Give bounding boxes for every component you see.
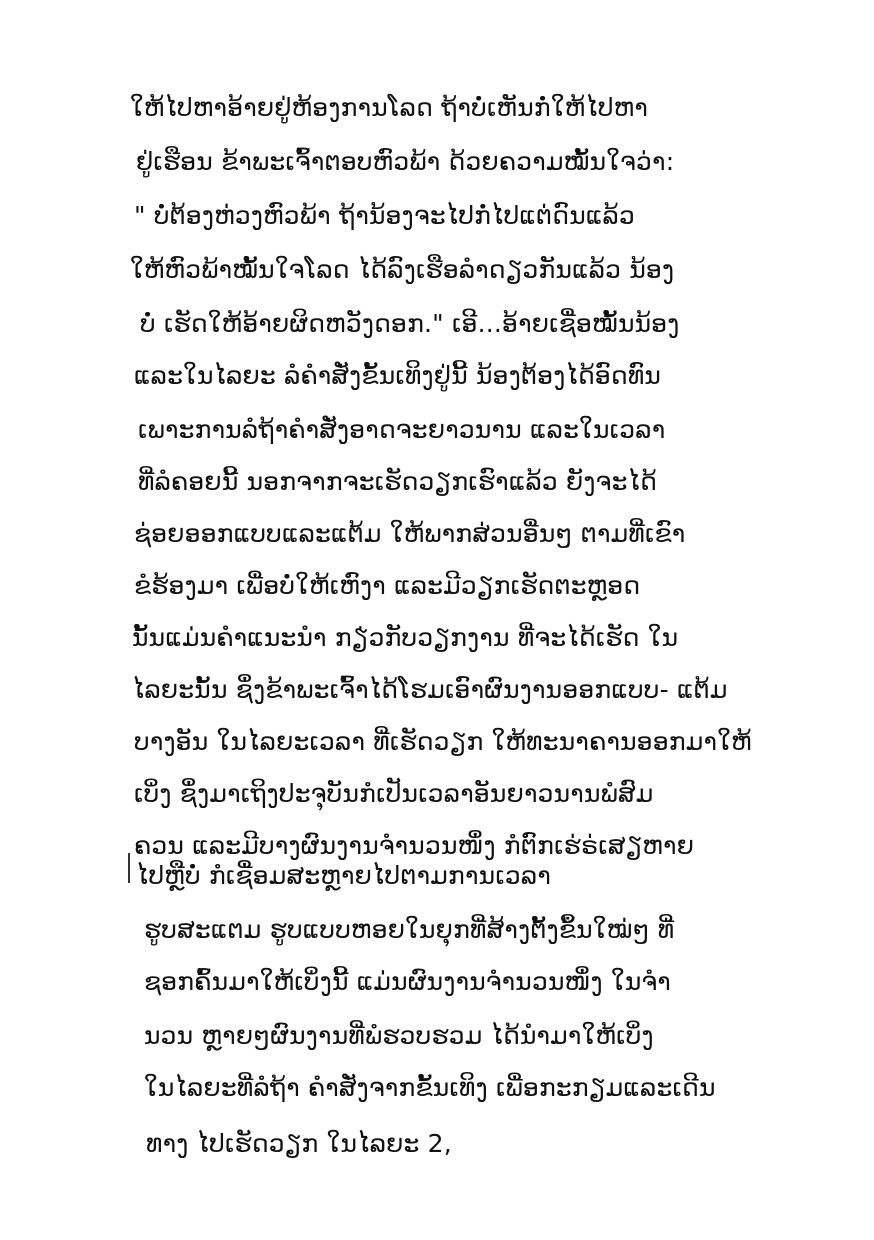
text-line: ຊອກຄົ້ນມາໃຫ້ເບິ່ງນີ້ ແມ່ນຜົນງານຈຳນວນໜຶ່ງ ໃນຈຳ — [144, 967, 671, 996]
text-line: ນວນ ຫຼາຍໆຜົນງານທີ່ພໍຮວບຮວມ ໄດ້ນຳມາໃຫ້ເບິ່ງ — [144, 1021, 654, 1050]
text-line: ໃຫ້ຫົວພ້າໝັ້ນໃຈໂລດ ໄດ້ລົງເຮືອລຳດຽວກັນແລ້ວ ນ້ອງ — [130, 255, 675, 284]
text-line: ນັ້ນແມ່ນຄຳແນະນຳ ກຽ່ວກັບວຽກງານ ທີ່ຈະໄດ້ເຮັດ ໃນ — [132, 623, 679, 652]
text-line: ຊ່ອຍອອກແບບແລະແຕ້ມ ໃຫ້ພາກສ່ວນອື່ນໆ ຕາມທີ່ເຂົາ — [134, 519, 686, 548]
text-line: ຄວນ ແລະມີບາງຜົນງານຈຳນວນໜຶ່ງ ກໍຕົກເຮ່ຣ່ເສຽຫາຍ — [134, 831, 695, 860]
text-line: ເບິ່ງ ຊຶ່ງມາເຖິງປະຈຸບັນກໍເປັນເວລາອັນຍາວນານພໍສົມ — [134, 779, 654, 808]
text-line: ບໍ່ ເຮັດໃຫ້ອ້າຍຜິດຫວັງດອກ." ເອີ...ອ້າຍເຊື່ອໝັ້ນນ້ອງ — [140, 309, 680, 338]
text-line: ເພາະການລໍຖ້າຄຳສັ່ງອາດຈະຍາວນານ ແລະໃນເວລາ — [138, 415, 666, 444]
text-line: ທີ່ລໍຄອຍນີ້ ນອກຈາກຈະເຮັດວຽກເຮົາແລ້ວ ຍັງຈະໄດ້ — [138, 467, 658, 496]
text-line: ຂໍຮ້ອງມາ ເພື່ອບໍ່ໃຫ້ເຫົງາ ແລະມີວຽກເຮັດຕະຫຼອດ — [134, 571, 641, 600]
text-line: ຮູບສະແຕມ ຮູບແບບຫອຍໃນຍຸກທີ່ສ້າງຕັ້ງຂຶ້ນໃໝ່ໆ ທີ່ — [144, 915, 675, 944]
text-line: ແລະໃນໄລຍະ ລໍຄຳສັ່ງຂັ້ນເທິງຢູ່ນີ້ ນ້ອງຕ້ອງໄດ້ອົດທົນ — [134, 361, 662, 390]
text-line: ທາງ ໄປເຮັດວຽກ ໃນໄລຍະ 2, — [146, 1129, 452, 1158]
text-line: ບາງອັນ ໃນໄລຍະເວລາ ທີ່ເຮັດວຽກ ໃຫ້ທະນາຄານອອກມາໃຫ້ — [134, 727, 752, 756]
text-line: ຢູ່ເຮືອນ ຂ້າພະເຈົ້າຕອບຫົວພ້າ ດ້ວຍຄວາມໝັ້ນໃຈວ່າ: — [136, 147, 675, 176]
text-line: ໄລຍະນັ້ນ ຊຶ່ງຂ້າພະເຈົ້າໄດ້ໂຮມເອົາຜົນງານອອກແບບ- ແຕ້ມ — [132, 675, 728, 704]
text-line: ໃນໄລຍະທີ່ລໍຖ້າ ຄຳສັ່ງຈາກຂັ້ນເທິງ ເພື່ອກະກຽມແລະເດີນ — [144, 1073, 716, 1102]
scan-edge-mark — [128, 853, 130, 883]
text-line: " ບໍ່ຕ້ອງຫ່ວງຫົວພ້າ ຖ້ານ້ອງຈະໄປກໍ່ໄປແຕ່ດົນແລ້ວ — [134, 201, 635, 230]
text-line: ໄປຫຼືບໍ່ ກໍເຊື່ອມສະຫຼາຍໄປຕາມການເວລາ — [136, 861, 552, 890]
text-line: ໃຫ້ໄປຫາອ້າຍຢູ່ຫ້ອງການໂລດ ຖ້າບໍ່ເຫັນກໍ່ໃຫ້ໄປຫາ — [130, 93, 649, 122]
